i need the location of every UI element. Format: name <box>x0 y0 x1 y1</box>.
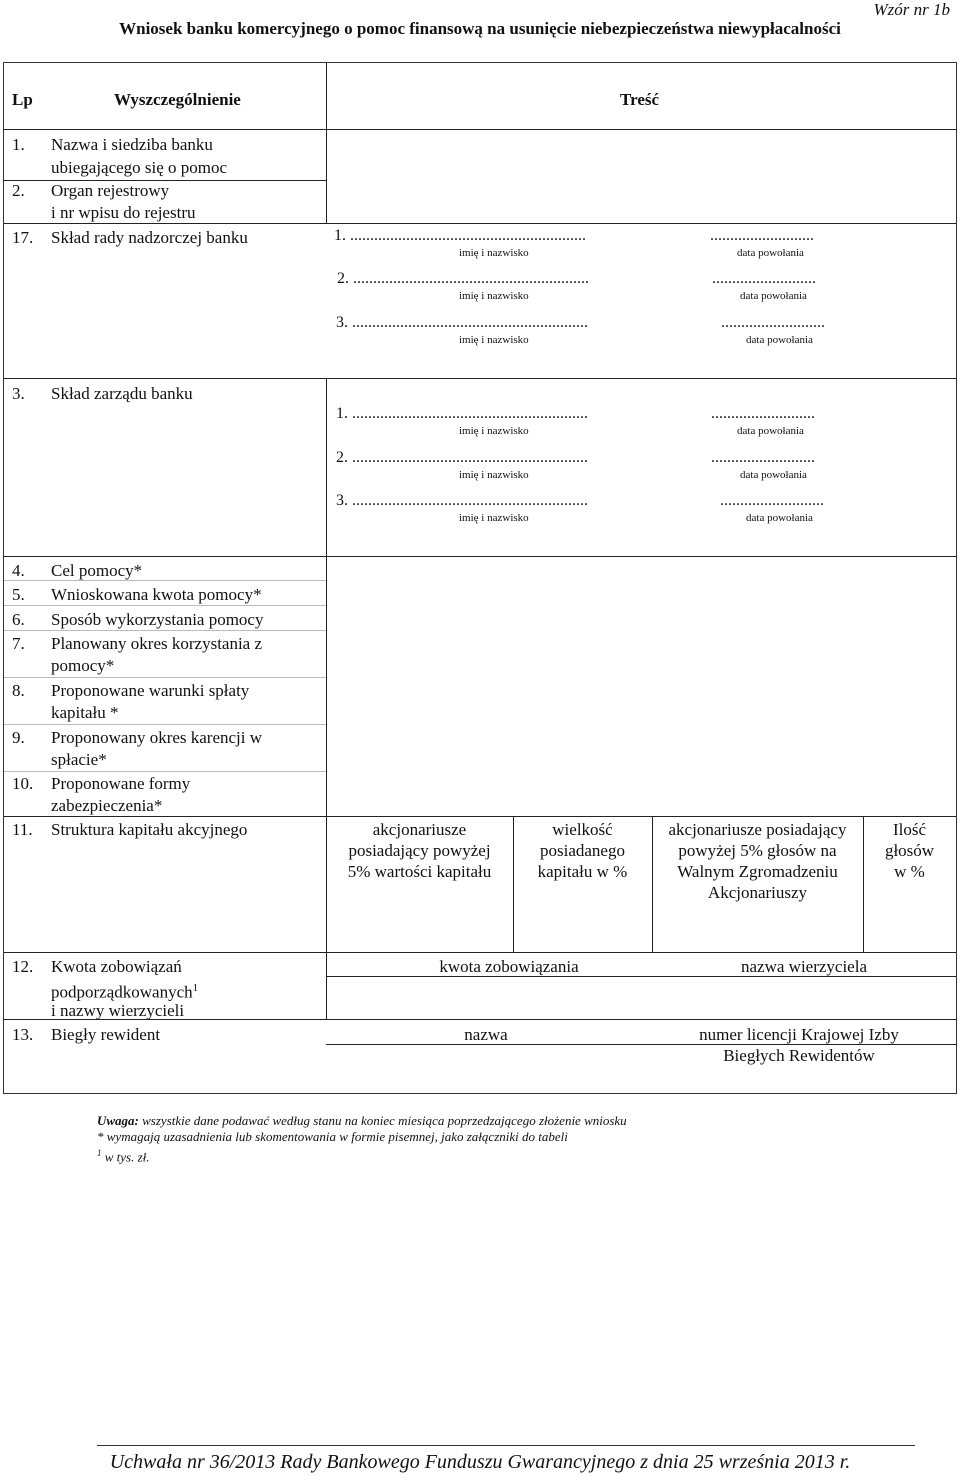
row-label: Sposób wykorzystania pomocy <box>51 610 264 629</box>
board-name-entry-1[interactable]: 1. ........................................................... <box>336 405 588 422</box>
col-auditor-name: nazwa <box>464 1025 508 1044</box>
row-label: spłacie* <box>51 750 107 769</box>
board-name-entry-3[interactable]: 3. ........................................................... <box>336 492 588 509</box>
date-entry-1[interactable]: .......................... <box>710 227 814 244</box>
row-label: Planowany okres korzystania z <box>51 634 263 653</box>
row-number: 7. <box>12 634 25 653</box>
name-label: imię i nazwisko <box>459 512 529 524</box>
col-capital-percent: wielkość posiadanego kapitału w % <box>537 820 628 881</box>
row-label: pomocy* <box>51 656 115 675</box>
name-entry-3[interactable]: 3. ........................................................... <box>336 314 588 331</box>
header-tresc: Treść <box>620 90 660 109</box>
name-label: imię i nazwisko <box>459 290 529 302</box>
footer-divider <box>97 1445 915 1446</box>
note-label: Uwaga: <box>97 1113 139 1128</box>
row-number: 17. <box>12 228 34 247</box>
date-entry-2[interactable]: .......................... <box>712 270 816 287</box>
date-entry-3[interactable]: .......................... <box>721 314 825 331</box>
col-votes-percent: Ilość głosów w % <box>884 820 935 881</box>
form-table <box>3 62 957 1094</box>
row-label: i nazwy wierzycieli <box>51 1001 185 1020</box>
board-date-entry-3[interactable]: .......................... <box>720 492 824 509</box>
note-line: * wymagają uzasadnienia lub skomentowania w formie pisemnej, jako załączniki do tabeli <box>97 1129 568 1144</box>
row-number: 13. <box>12 1025 34 1044</box>
row-number: 11. <box>12 820 33 839</box>
row-number: 12. <box>12 957 34 976</box>
board-date-entry-2[interactable]: .......................... <box>711 449 815 466</box>
row-label: Biegły rewident <box>51 1025 161 1044</box>
name-label: imię i nazwisko <box>459 247 529 259</box>
row-label: zabezpieczenia* <box>51 796 163 815</box>
date-label: data powołania <box>737 425 804 437</box>
name-label: imię i nazwisko <box>459 425 529 437</box>
date-label: data powołania <box>740 469 807 481</box>
row-number: 2. <box>12 181 25 200</box>
row-label: Proponowane warunki spłaty <box>51 681 250 700</box>
name-label: imię i nazwisko <box>459 469 529 481</box>
form-number: Wzór nr 1b <box>873 0 950 19</box>
col-creditor-name: nazwa wierzyciela <box>741 957 867 976</box>
note-line: $^1$ w tys. zł. <box>97 1148 150 1165</box>
row-label: Proponowany okres karencji w <box>51 728 263 747</box>
row-label: Kwota zobowiązań <box>51 957 182 976</box>
row-number: 9. <box>12 728 25 747</box>
board-name-entry-2[interactable]: 2. ........................................................... <box>336 449 588 466</box>
document-title: Wniosek banku komercyjnego o pomoc finansową na usunięcie niebezpieczeństwa niewypłacalności <box>119 19 841 38</box>
row-label: podporządkowanych$^1$ <box>51 982 199 1002</box>
name-entry-2[interactable]: 2. ........................................................... <box>337 270 589 287</box>
row-number: 6. <box>12 610 25 629</box>
col-shareholders-capital: akcjonariusze posiadający powyżej 5% wartości kapitału <box>347 820 492 881</box>
row-label: Skład zarządu banku <box>51 384 193 403</box>
date-label: data powołania <box>746 512 813 524</box>
header-lp: Lp <box>12 90 33 109</box>
name-entry-1[interactable]: 1. ........................................................... <box>334 227 586 244</box>
date-label: data powołania <box>746 334 813 346</box>
notes: Uwaga: wszystkie dane podawać według stanu na koniec miesiąca poprzedzającego złożenie wniosku * wymagają uzasadnienia lub skomentowania w formie pisemnej, jako załączniki do tabeli $^1$ w tys. zł. <box>97 1113 627 1165</box>
row-label: Cel pomocy* <box>51 561 143 580</box>
name-label: imię i nazwisko <box>459 334 529 346</box>
row-label: ubiegającego się o pomoc <box>51 158 228 177</box>
col-shareholders-votes: akcjonariusze posiadający powyżej 5% głosów na Walnym Zgromadzeniu Akcjonariuszy <box>668 820 847 902</box>
footer-text: Uchwała nr 36/2013 Rady Bankowego Funduszu Gwarancyjnego z dnia 25 września 2013 r. <box>109 1451 851 1473</box>
board-date-entry-1[interactable]: .......................... <box>711 405 815 422</box>
row-label: Wnioskowana kwota pomocy* <box>51 585 262 604</box>
row-label: Organ rejestrowy <box>51 181 170 200</box>
header-wyszczegolnienie: Wyszczególnienie <box>114 90 241 109</box>
row-label: kapitału * <box>51 703 119 722</box>
col-license-number: numer licencji Krajowej Izby Biegłych Rewidentów <box>699 1025 899 1065</box>
row-label: Skład rady nadzorczej banku <box>51 228 248 247</box>
date-label: data powołania <box>740 290 807 302</box>
row-number: 3. <box>12 384 25 403</box>
row-number: 5. <box>12 585 25 604</box>
row-number: 4. <box>12 561 25 580</box>
row-label: Proponowane formy <box>51 774 191 793</box>
row-number: 8. <box>12 681 25 700</box>
row-number: 10. <box>12 774 34 793</box>
row-label: Nazwa i siedziba banku <box>51 135 213 154</box>
row-label: Struktura kapitału akcyjnego <box>51 820 248 839</box>
date-label: data powołania <box>737 247 804 259</box>
col-liability-amount: kwota zobowiązania <box>439 957 579 976</box>
row-number: 1. <box>12 135 25 154</box>
row-label: i nr wpisu do rejestru <box>51 203 196 222</box>
